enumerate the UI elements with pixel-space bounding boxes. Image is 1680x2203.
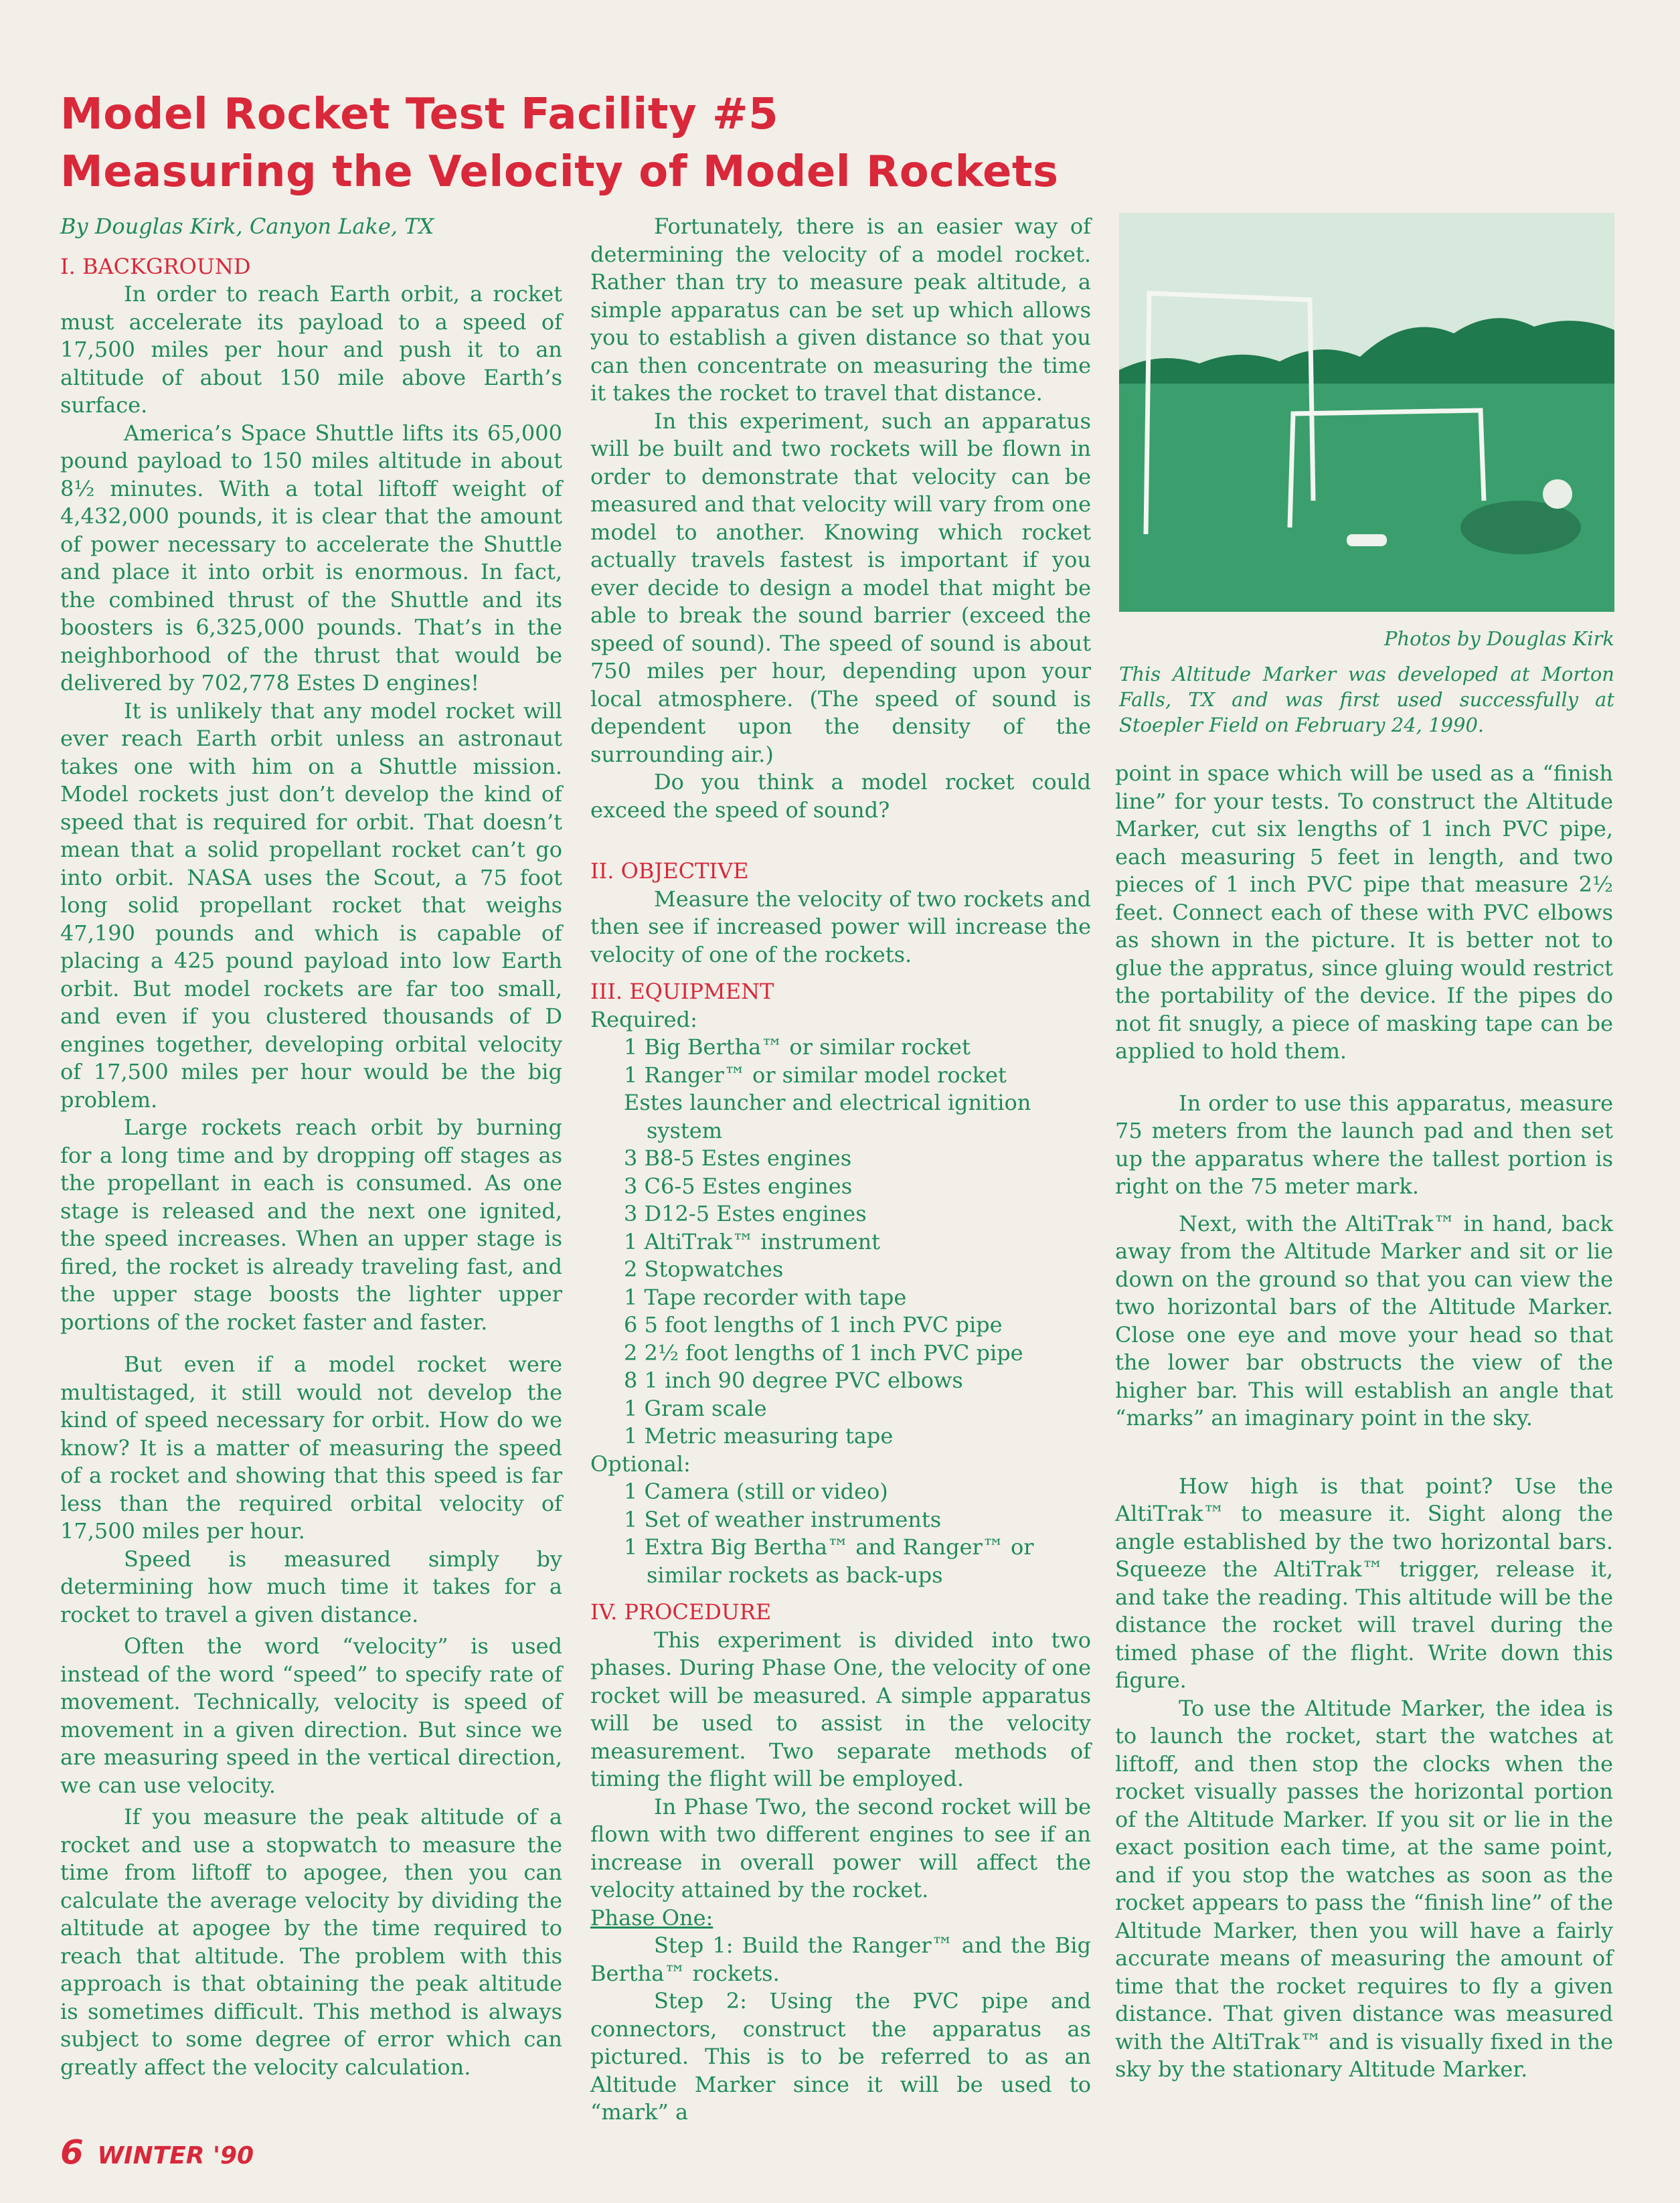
paragraph: In this experiment, such an apparatus will be built and two rockets will be flown in order to demonstrate that velocity can be measured and that velocity will vary from one model to another. Knowing which rocket actually travels fastest is important if you ever decide to design a model that might be able to break the sound barrier (exceed the speed of sound). The speed of sound is about 750 miles per hour, depending upon your local atmosphere. (The speed of sound is dependent upon the density of the surrounding air.) [590, 408, 1091, 767]
paragraph: In Phase Two, the second rocket will be flown with two different engines to see if an increase in overall power will affect the velocity attained by the rocket. [590, 1793, 1091, 1902]
list-item: system [647, 1117, 723, 1143]
title-line-1: Model Rocket Test Facility #5 [60, 90, 779, 139]
list-item: 8 1 inch 90 degree PVC elbows [624, 1368, 963, 1393]
list-item: 3 C6-5 Estes engines [624, 1173, 853, 1199]
list-item: 1 Gram scale [624, 1395, 767, 1421]
paragraph: America’s Space Shuttle lifts its 65,000 pound payload to 150 miles altitude in about 8½ minutes. With a total liftoff weight of 4,432,000 pounds, it is clear that the amount of power necessary to accelerate the Shuttle and place it into orbit is enormous. In fact, the combined thrust of the Shuttle and its boosters is 6,325,000 pounds. That’s in the neighborhood of the thrust that would be delivered by 702,778 Estes D engines! [60, 420, 562, 696]
section-heading-objective: II. OBJECTIVE [590, 858, 749, 884]
paragraph: Next, with the AltiTrak™ in hand, back away from the Altitude Marker and sit or lie down on the ground so that you can view the two horizontal bars of the Altitude Marker. Close one eye and move your head so that the lower bar obstructs the view of the higher bar. This will establish an angle that “marks” an imaginary point in the sky. [1115, 1210, 1613, 1431]
paragraph: Step 2: Using the PVC pipe and connectors, construct the apparatus as pictured. This is to be referred to as an Altitude Marker since it will be used to “mark” a [590, 1988, 1091, 2125]
list-item: 3 D12-5 Estes engines [624, 1201, 867, 1226]
paragraph: If you measure the peak altitude of a rocket and use a stopwatch to measure the time from liftoff to apogee, then you can calculate the average velocity by dividing the altitude at apogee by the time required to reach that altitude. The problem with this approach is that obtaining the peak altitude is sometimes difficult. This method is always subject to some degree of error which can greatly affect the velocity calculation. [60, 1804, 562, 2080]
paragraph: Speed is measured simply by determining how much time it takes for a rocket to travel a given distance. [60, 1546, 562, 1627]
required-list [590, 1034, 1091, 1451]
paragraph: point in space which will be used as a “finish line” for your tests. To construct the Altitude Marker, cut six lengths of 1 inch PVC pipe, each measuring 5 feet in length, and two pieces of 1 inch PVC pipe that measure 2½ feet. Connect each of these with PVC elbows as shown in the picture. It is better not to glue the appratus, since gluing would restrict the portability of the device. If the pipes do not fit snugly, a piece of masking tape can be applied to hold them. [1115, 760, 1613, 1064]
list-item: 1 Metric measuring tape [624, 1423, 894, 1449]
issue-label: WINTER '90 [97, 2142, 254, 2170]
photo-credit: Photos by Douglas Kirk [1383, 627, 1614, 650]
section-heading-equipment: III. EQUIPMENT [590, 979, 774, 1004]
paragraph: It is unlikely that any model rocket will ever reach Earth orbit unless an astronaut takes one with him on a Shuttle mission. Model rockets just don’t develop the kind of speed that is required for orbit. That doesn’t mean that a solid propellant rocket can’t go into orbit. NASA uses the Scout, a 75 foot long solid propellant rocket that weighs 47,190 pounds and which is capable of placing a 425 pound payload into low Earth orbit. But model rockets are far too small, and even if you clustered thousands of D engines together, developing orbital velocity of 17,500 miles per hour would be the big problem. [60, 698, 562, 1113]
section-heading-procedure: IV. PROCEDURE [590, 1599, 772, 1625]
paragraph: In order to reach Earth orbit, a rocket must accelerate its payload to a speed of 17,500 miles per hour and push it to an altitude of about 150 mile above Earth’s surface. [60, 281, 562, 418]
paragraph: Large rockets reach orbit by burning for a long time and by dropping off stages as the propellant in each is consumed. As one stage is released and the next one ignited, the speed increases. When an upper stage is fired, the rocket is already traveling fast, and the upper stage boosts the lighter upper portions of the rocket faster and faster. [60, 1115, 562, 1335]
byline: By Douglas Kirk, Canyon Lake, TX [60, 214, 434, 239]
paragraph: Fortunately, there is an easier way of determining the velocity of a model rocket. Rather than try to measure peak altitude, a simple apparatus can be set up which allows you to establish a given distance so that you can then concentrate on measuring the time it takes the rocket to travel that distance. [590, 214, 1091, 406]
phase-one-heading: Phase One: [590, 1904, 713, 1931]
page-footer [60, 2133, 254, 2172]
list-item: 1 Set of weather instruments [624, 1506, 942, 1532]
list-item: 2 Stopwatches [624, 1256, 784, 1282]
paragraph: To use the Altitude Marker, the idea is to launch the rocket, start the watches at liftoff, and then stop the clocks when the rocket visually passes the horizontal portion of the Altitude Marker. If you sit or lie in the exact position each time, at the same point, and if you stop the watches as soon as the rocket appears to pass the “finish line” of the Altitude Marker, then you will have a fairly accurate means of measuring the amount of time that the rocket requires to fly a given distance. That given distance was measured with the AltiTrak™ and is visually fixed in the sky by the stationary Altitude Marker. [1115, 1695, 1613, 2082]
paragraph: Step 1: Build the Ranger™ and the Big Bertha™ rockets. [590, 1933, 1091, 1986]
paragraph: This experiment is divided into two phases. During Phase One, the velocity of one rocket will be measured. A simple apparatus will be used to assist in the velocity measurement. Two separate methods of timing the flight will be employed. [590, 1627, 1091, 1791]
required-label: Required: [590, 1006, 697, 1032]
list-item: 1 Camera (still or video) [624, 1479, 888, 1504]
list-item: 1 AltiTrak™ instrument [624, 1228, 881, 1254]
title-line-2: Measuring the Velocity of Model Rockets [60, 147, 1059, 197]
altitude-marker-photo [1119, 213, 1614, 612]
list-item: 1 Tape recorder with tape [624, 1284, 907, 1310]
photo-illustration [1119, 213, 1614, 612]
section-heading-background: I. BACKGROUND [60, 253, 251, 279]
paragraph: But even if a model rocket were multistaged, it still would not develop the kind of speed necessary for orbit. How do we know? It is a matter of measuring the speed of a rocket and showing that this speed is far less than the required orbital velocity of 17,500 miles per hour. [60, 1352, 562, 1544]
article-title [60, 86, 1059, 201]
column-2 [590, 213, 1091, 2127]
paragraph: Measure the velocity of two rockets and then see if increased power will increase the velocity of one of the rockets. [590, 886, 1091, 967]
column-1 [60, 213, 562, 2081]
list-item: Estes launcher and electrical ignition [624, 1090, 1031, 1115]
list-item: similar rockets as back-ups [647, 1562, 943, 1588]
paragraph: Often the word “velocity” is used instead of the word “speed” to specify rate of movement. Technically, velocity is speed of movement in a given direction. But since we are measuring speed in the vertical direction, we can use velocity. [60, 1633, 562, 1798]
list-item: 2 2½ foot lengths of 1 inch PVC pipe [624, 1339, 1023, 1366]
list-item: 1 Big Bertha™ or similar rocket [624, 1034, 971, 1060]
paragraph: In order to use this apparatus, measure 75 meters from the launch pad and then set up the apparatus where the tallest portion is right on the 75 meter mark. [1115, 1090, 1613, 1199]
page-number: 6 [60, 2133, 84, 2172]
list-item: 6 5 foot lengths of 1 inch PVC pipe [624, 1312, 1003, 1337]
list-item: 1 Ranger™ or similar model rocket [624, 1062, 1007, 1088]
paragraph: Do you think a model rocket could exceed the speed of sound? [590, 769, 1091, 823]
paragraph: How high is that point? Use the AltiTrak™ to measure it. Sight along the angle established by the two horizontal bars. Squeeze the AltiTrak™ trigger, release it, and take the reading. This altitude will be the distance the rocket will travel during the timed phase of the flight. Write down this figure. [1115, 1473, 1613, 1693]
list-item: 1 Extra Big Bertha™ and Ranger™ or [624, 1534, 1034, 1560]
photo-caption: This Altitude Marker was developed at Morton Falls, TX and was first used successfully at Stoepler Field on February 24, 1990. [1119, 663, 1614, 736]
column-3 [1115, 760, 1613, 2084]
optional-label: Optional: [590, 1451, 691, 1477]
optional-list [590, 1478, 1091, 1589]
list-item: 3 B8-5 Estes engines [624, 1145, 852, 1171]
